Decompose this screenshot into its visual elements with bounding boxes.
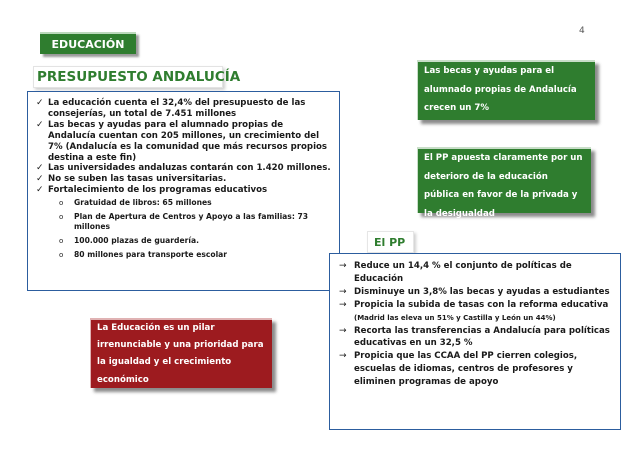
section-tag: EDUCACIÓN xyxy=(40,32,136,54)
right-arrow-icon: → xyxy=(339,261,347,271)
pp-item: → Propicia que las CCAA del PP cierren colegios, escuelas de idiomas, centros de profesores y eliminen programas de apoyo xyxy=(339,351,578,388)
pp-item: → Propicia la subida de tasas con la reforma educativa (Madrid las eleva un 51% y Castilla y León un 44%) xyxy=(339,299,609,322)
right-arrow-icon: → xyxy=(339,325,347,336)
budget-sub-item: o 80 millones para transporte escolar xyxy=(59,249,228,259)
check-icon: ✓ xyxy=(36,163,44,174)
pillar-card: La Educación es un pilar irrenunciable y una prioridad para la igualdad y el crecimiento económico xyxy=(90,318,272,388)
pp-title: El PP xyxy=(367,231,414,253)
check-icon: ✓ xyxy=(36,174,44,185)
check-icon: ✓ xyxy=(36,98,44,108)
circle-bullet-icon: o xyxy=(59,250,64,259)
budget-item: ✓ Las becas y ayudas para el alumnado propias de Andalucía cuentan con 205 millones, un crecimiento del 7% (Andalucía es la comunidad que más recursos propios destina a este fin) xyxy=(36,119,328,163)
budget-sub-item: o 100.000 plazas de guardería. xyxy=(59,235,199,245)
budget-sub-item: o Plan de Apertura de Centros y Apoyo a las familias: 73 millones xyxy=(59,211,309,232)
right-arrow-icon: → xyxy=(339,351,347,362)
becas-card: Las becas y ayudas para el alumnado propias de Andalucía crecen un 7% xyxy=(417,60,595,120)
right-arrow-icon: → xyxy=(339,299,347,310)
budget-list xyxy=(34,98,333,260)
right-arrow-icon: → xyxy=(339,286,347,297)
budget-box xyxy=(27,91,340,291)
pp-statement-card: El PP apuesta claramente por un deterioro de la educación pública en favor de la privada y la desigualdad xyxy=(417,147,591,213)
pp-item: → Disminuye un 3,8% las becas y ayudas a estudiantes xyxy=(339,286,610,297)
page-number: 4 xyxy=(579,26,585,36)
check-icon: ✓ xyxy=(36,185,44,196)
pp-list xyxy=(336,260,614,389)
budget-title: PRESUPUESTO ANDALUCÍA xyxy=(33,66,223,88)
budget-item: ✓ No se suben las tasas universitarias. xyxy=(36,174,227,185)
budget-sub-item: o Gratuidad de libros: 65 millones xyxy=(59,198,212,208)
budget-item: ✓ La educación cuenta el 32,4% del presupuesto de las consejerías, un total de 7.451 millones xyxy=(36,98,306,119)
circle-bullet-icon: o xyxy=(59,236,64,245)
pp-item: → Reduce un 14,4 % el conjunto de políticas de Educación xyxy=(339,261,572,284)
check-icon: ✓ xyxy=(36,119,44,130)
budget-sub-list xyxy=(48,198,333,260)
pp-item: → Recorta las transferencias a Andalucía para políticas educativas en un 32,5 % xyxy=(339,325,610,349)
pp-item-note: (Madrid las eleva un 51% y Castilla y León un 44%) xyxy=(354,313,556,322)
budget-item: ✓ Fortalecimiento de los programas educativos o Gratuidad de libros: 65 millones o Plan de Apertura de Centros y Apoyo a las familias: 73 millones o 100.000 plazas de guardería. o 80 millones para transporte escolar xyxy=(34,185,333,260)
circle-bullet-icon: o xyxy=(59,199,64,208)
pp-box xyxy=(329,253,621,430)
circle-bullet-icon: o xyxy=(59,212,64,221)
budget-item: ✓ Las universidades andaluzas contarán con 1.420 millones. xyxy=(36,163,331,174)
